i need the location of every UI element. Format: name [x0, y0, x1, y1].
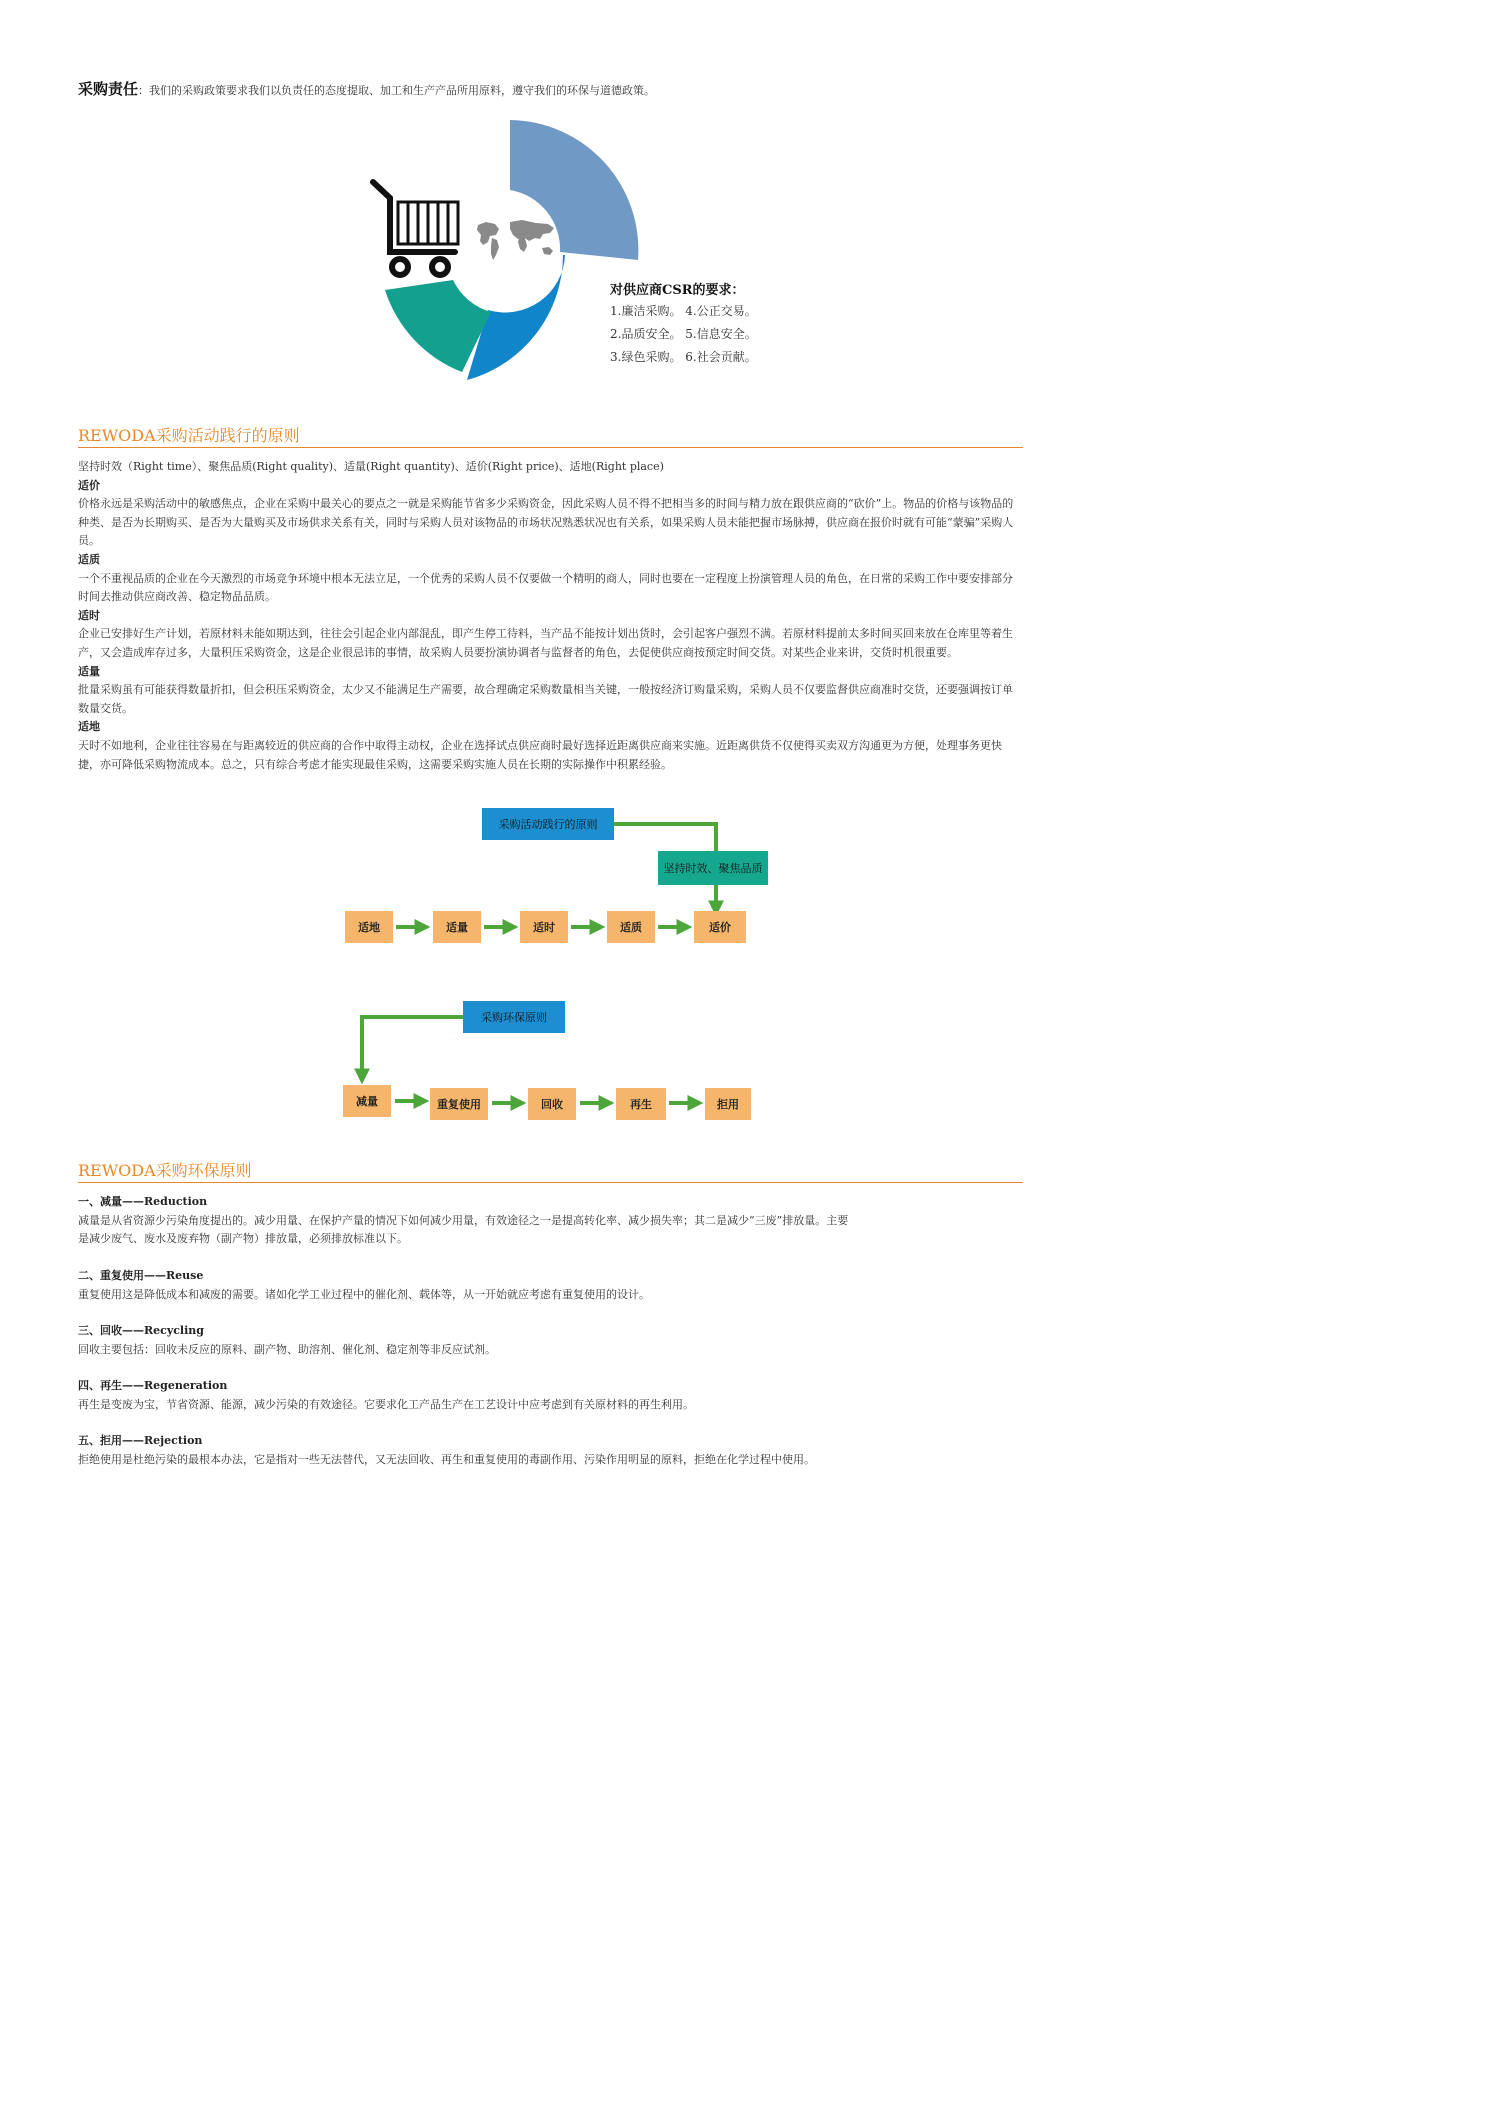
env-text-regeneration: 再生是变废为宝，节省资源、能源，减少污染的有效途径。它要求化工产品生产在工艺设计中应考虑到有关原材料的再生利用。 [78, 1397, 694, 1411]
env-text-recycling: 回收主要包括：回收未反应的原料、副产物、助溶剂、催化剂、稳定剂等非反应试剂。 [78, 1342, 496, 1356]
flow2-step-recycle: 回收 [528, 1088, 576, 1120]
flow1-head-box: 采购活动践行的原则 [482, 808, 614, 840]
env-principle-reduction [78, 1193, 1023, 1249]
csr-line-2: 2.品质安全。 5.信息安全。 [610, 327, 757, 341]
flow1-step-quantity: 适量 [433, 911, 481, 943]
intro-lead: 采购责任 [78, 80, 139, 98]
principle-heading-time: 适时 [78, 608, 100, 622]
csr-title: 对供应商CSR的要求： [610, 283, 745, 298]
section1-summary: 坚持时效（Right time）、聚焦品质(Right quality)、适量(Right quantity)、适价(Right price)、适地(Right place) [78, 460, 664, 473]
env-principle-regeneration [78, 1377, 1023, 1414]
intro-text: ：我们的采购政策要求我们以负责任的态度提取、加工和生产产品所用原料，遵守我们的环保与道德政策。 [138, 84, 656, 97]
csr-line-1: 1.廉洁采购。 4.公正交易。 [610, 304, 757, 318]
flow1-step-price: 适价 [694, 911, 746, 943]
env-text-reuse: 重复使用这是降低成本和减废的需要。诸如化学工业过程中的催化剂、载体等，从一开始就应考虑有重复使用的设计。 [78, 1287, 650, 1301]
flow2-step-reduce: 减量 [343, 1085, 391, 1117]
section2-title: REWODA采购环保原则 [78, 1161, 252, 1180]
principle-text-quality: 一个不重视品质的企业在今天激烈的市场竞争环境中根本无法立足，一个优秀的采购人员不仅要做一个精明的商人，同时也要在一定程度上扮演管理人员的角色，在日常的采购工作中要安排部分时间去推动供应商改善、稳定物品品质。 [78, 571, 1013, 604]
env-principle-rejection [78, 1432, 1023, 1469]
env-heading-reuse: 二、重复使用——Reuse [78, 1269, 204, 1282]
env-text-rejection: 拒绝使用是杜绝污染的最根本办法，它是指对一些无法替代，又无法回收、再生和重复使用的毒副作用、污染作用明显的原料，拒绝在化学过程中使用。 [78, 1452, 815, 1466]
principle-text-quantity: 批量采购虽有可能获得数量折扣，但会积压采购资金，太少又不能满足生产需要，故合理确定采购数量相当关键，一般按经济订购量采购，采购人员不仅要监督供应商准时交货，还要强调按订单数量交货。 [78, 683, 1013, 715]
env-text-reduction-1: 减量是从省资源少污染角度提出的。减少用量、在保护产量的情况下如何减少用量，有效途径之一是提高转化率、减少损失率；其二是减少“三废”排放量。主要 [78, 1213, 849, 1227]
env-heading-reduction: 一、减量——Reduction [78, 1195, 208, 1208]
env-principle-recycling [78, 1322, 1023, 1359]
flow2-step-regenerate: 再生 [616, 1088, 666, 1120]
flow2-head-box: 采购环保原则 [463, 1001, 565, 1033]
principle-heading-place: 适地 [78, 720, 100, 734]
env-heading-rejection: 五、拒用——Rejection [78, 1434, 203, 1447]
env-heading-regeneration: 四、再生——Regeneration [78, 1379, 228, 1392]
principle-text-place: 天时不如地利，企业往往容易在与距离较近的供应商的合作中取得主动权，企业在选择试点供应商时最好选择近距离供应商来实施。近距离供货不仅使得买卖双方沟通更为方便，处理事务更快捷，亦可降低采购物流成本。总之，只有综合考虑才能实现最佳采购，这需要采购实施人员在长期的实际操作中积累经验。 [78, 738, 1002, 771]
env-principle-reuse [78, 1267, 1023, 1304]
section2-divider [78, 1182, 1023, 1183]
principle-heading-price: 适价 [78, 478, 100, 492]
flow2-step-reuse: 重复使用 [430, 1088, 488, 1120]
env-text-reduction-2: 是减少废气、废水及废弃物（副产物）排放量，必须排放标准以下。 [78, 1232, 408, 1245]
principle-heading-quality: 适质 [78, 552, 100, 566]
section1-title: REWODA采购活动践行的原则 [78, 426, 300, 445]
csr-line-3: 3.绿色采购。 6.社会贡献。 [610, 350, 757, 364]
principle-text-price: 价格永远是采购活动中的敏感焦点，企业在采购中最关心的要点之一就是采购能节省多少采购资金，因此采购人员不得不把相当多的时间与精力放在跟供应商的“砍价”上。物品的价格与该物品的种类、是否为长期购买、是否为大量购买及市场供求关系有关，同时与采购人员对该物品的市场状况熟悉状况也有关系，如果采购人员未能把握市场脉搏，供应商在报价时就有可能“蒙骗”采购人员。 [78, 497, 1014, 548]
env-heading-recycling: 三、回收——Recycling [78, 1324, 204, 1337]
flow1-step-place: 适地 [345, 911, 393, 943]
principle-text-time: 企业已安排好生产计划，若原材料未能如期达到，往往会引起企业内部混乱，即产生停工待料，当产品不能按计划出货时，会引起客户强烈不满。若原材料提前太多时间买回来放在仓库里等着生产，又会造成库存过多，大量积压采购资金，这是企业很忌讳的事情，故采购人员要扮演协调者与监督者的角色，去促使供应商按预定时间交货。对某些企业来讲，交货时机很重要。 [78, 627, 1013, 659]
flow1-step-quality: 适质 [607, 911, 655, 943]
flow1-sub-box: 坚持时效、聚焦品质 [658, 851, 768, 885]
flow2-step-reject: 拒用 [705, 1088, 751, 1120]
principle-heading-quantity: 适量 [78, 664, 100, 678]
flow1-step-time: 适时 [520, 911, 568, 943]
